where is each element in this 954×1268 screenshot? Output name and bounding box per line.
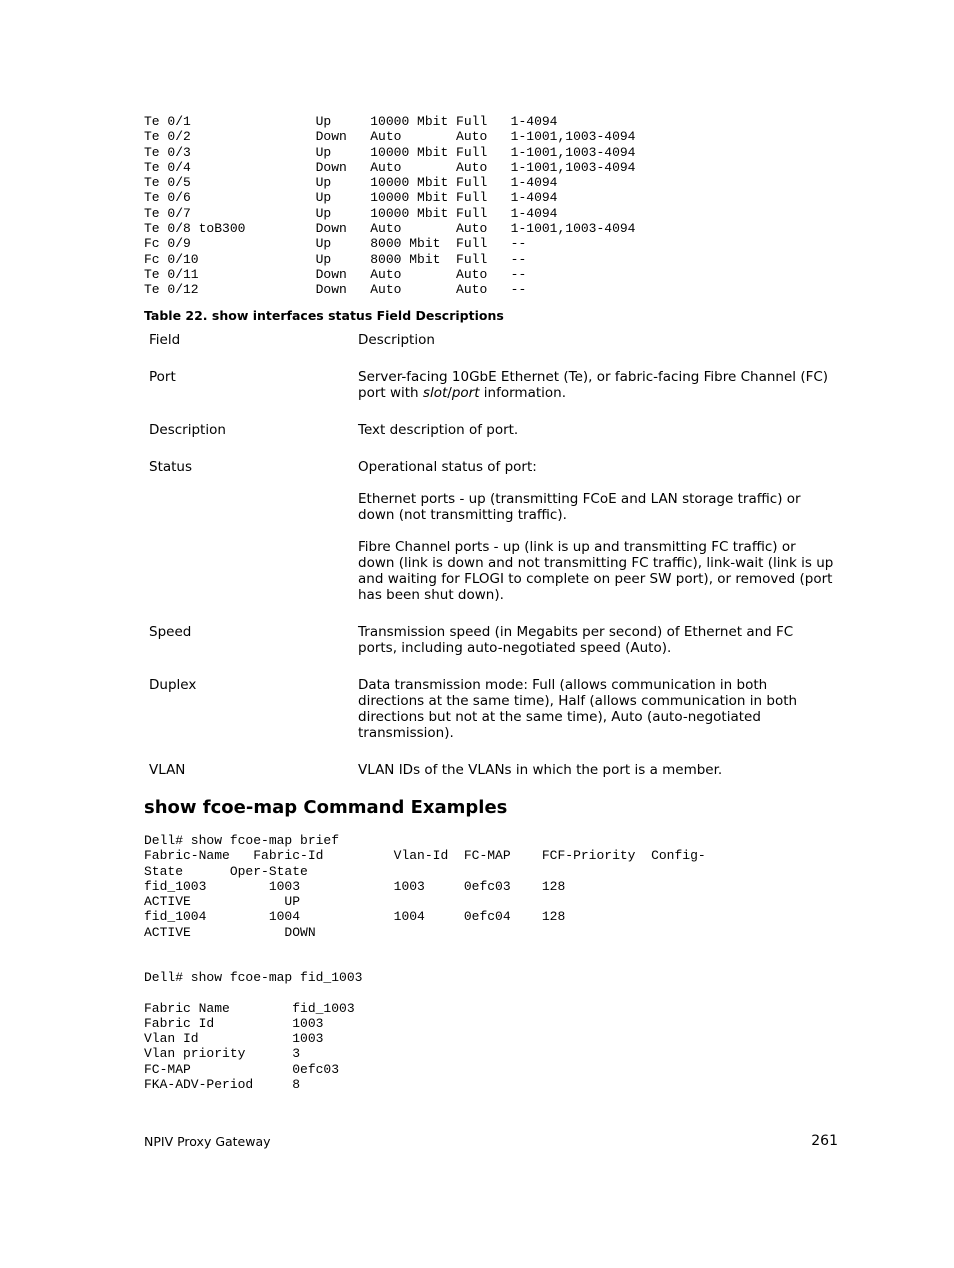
field-cell: Speed: [149, 624, 192, 640]
description-cell: VLAN IDs of the VLANs in which the port is a member.: [358, 762, 723, 778]
page-number: 261: [811, 1133, 838, 1149]
field-cell: VLAN: [149, 762, 186, 778]
description-cell: Text description of port.: [358, 422, 519, 438]
field-cell: Duplex: [149, 677, 197, 693]
table-row: [144, 422, 844, 438]
fcoe-map-brief-output: Dell# show fcoe-map brief Fabric-Name Fabric-Id Vlan-Id FC-MAP FCF-Priority Config- State Oper-State fid_1003 1003 1003 0efc03 128 ACTIVE UP fid_1004 1004 1004 0efc04 128 ACTIVE DOWN: [144, 833, 706, 940]
description-cell: Data transmission mode: Full (allows communication in both directions at the same time), Half (allows communication in both directions but not at the same time), Auto (auto-negotiated transmission).: [358, 677, 798, 741]
table-row: [144, 459, 844, 603]
field-cell: Status: [149, 459, 193, 475]
field-cell: Port: [149, 369, 176, 385]
fcoe-map-detail-output: Dell# show fcoe-map fid_1003 Fabric Name fid_1003 Fabric Id 1003 Vlan Id 1003 Vlan priority 3 FC-MAP 0efc03 FKA-ADV-Period 8: [144, 970, 363, 1093]
description-cell: Server-facing 10GbE Ethernet (Te), or fabric-facing Fibre Channel (FC) port with slot/port information.: [358, 369, 829, 401]
table-row: [144, 369, 844, 401]
header-description: Description: [358, 332, 435, 348]
footer-chapter-title: NPIV Proxy Gateway: [144, 1134, 271, 1149]
table-caption: Table 22. show interfaces status Field Descriptions: [144, 308, 504, 323]
field-cell: Description: [149, 422, 226, 438]
description-cell: Operational status of port: Ethernet ports - up (transmitting FCoE and LAN storage traffic) or down (not transmitting traffic). Fibre Channel ports - up (link is up and transmitting FC traffic) or down (link is down and not transmitting FC traffic), link-wait (link is up and waiting for FLOGI to complete on peer SW port), or removed (port has been shut down).: [358, 459, 834, 603]
table-row: [144, 762, 844, 778]
table-row: [144, 624, 844, 656]
table-row: [144, 677, 844, 741]
section-heading: show fcoe-map Command Examples: [144, 797, 508, 818]
field-descriptions-table: [144, 332, 844, 799]
description-cell: Transmission speed (in Megabits per second) of Ethernet and FC ports, including auto-negotiated speed (Auto).: [358, 624, 794, 656]
header-field: Field: [149, 332, 181, 348]
interfaces-status-output: Te 0/1 Up 10000 Mbit Full 1-4094 Te 0/2 Down Auto Auto 1-1001,1003-4094 Te 0/3 Up 10000 Mbit Full 1-1001,1003-4094 Te 0/4 Down Auto Auto 1-1001,1003-4094 Te 0/5 Up 10000 Mbit Full 1-4094 Te 0/6 Up 10000 Mbit Full 1-4094 Te 0/7 Up 10000 Mbit Full 1-4094 Te 0/8 toB300 Down Auto Auto 1-1001,1003-4094 Fc 0/9 Up 8000 Mbit Full -- Fc 0/10 Up 8000 Mbit Full -- Te 0/11 Down Auto Auto -- Te 0/12 Down Auto Auto --: [144, 114, 636, 298]
table-header-row: [144, 332, 844, 348]
